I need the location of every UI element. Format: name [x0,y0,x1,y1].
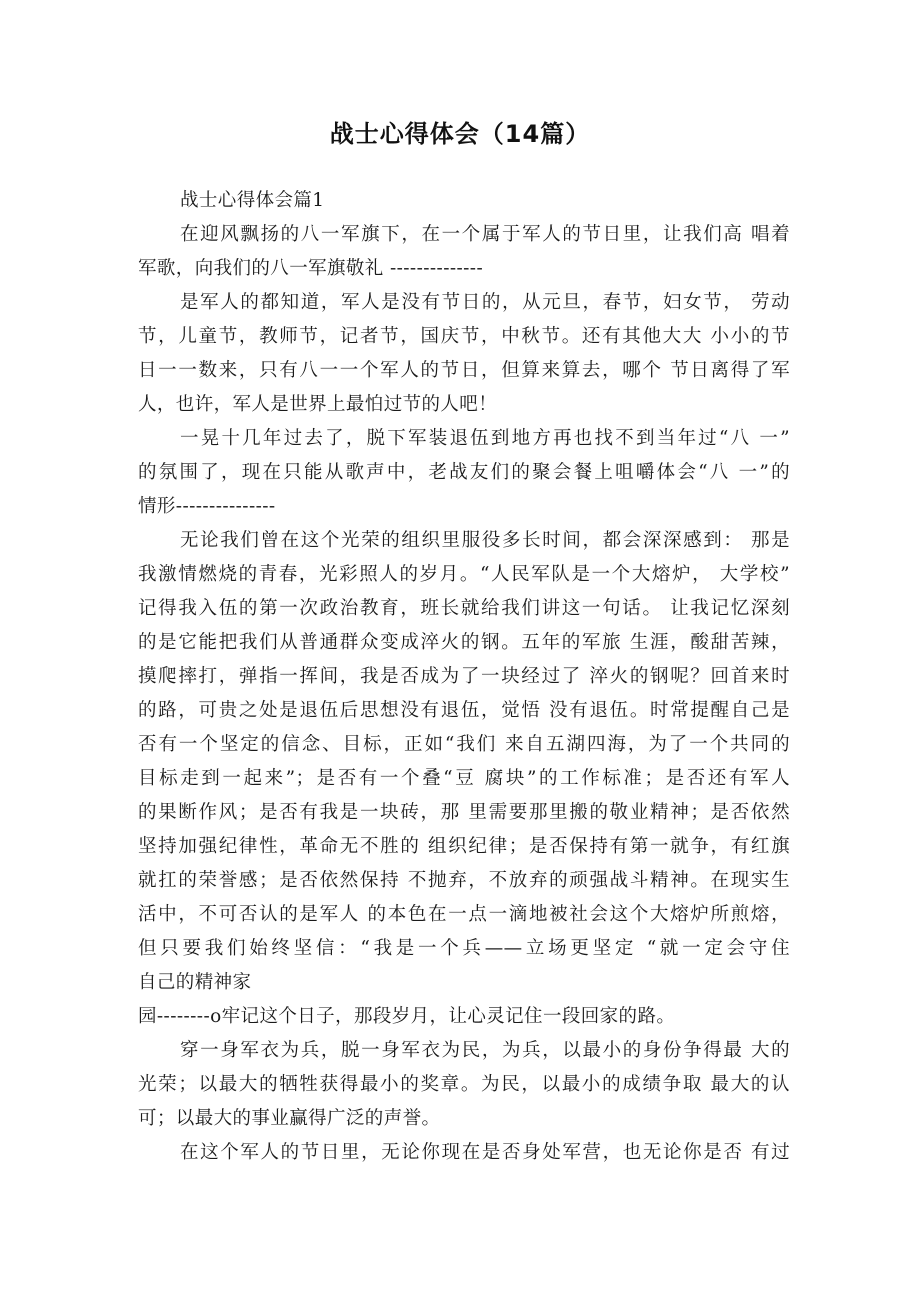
paragraph-line: 可；以最大的事业赢得广泛的声誉。 [138,1108,441,1129]
paragraph-line: 无论我们曾在这个光荣的组织里服役多长时间，都会深深感到： 那是 [180,530,790,551]
paragraph-line: 一晃十几年过去了，脱下军装退伍到地方再也找不到当年过“八 一” [180,428,790,449]
paragraph-line: 是军人的都知道，军人是没有节日的，从元旦，春节，妇女节， 劳动 [180,292,790,313]
paragraph-line: 但只要我们始终坚信：“我是一个兵——立场更坚定 “就一定会守住 [138,938,790,959]
paragraph-line: 的是它能把我们从普通群众变成淬火的钢。五年的军旅 生涯，酸甜苦辣， [138,632,790,653]
paragraph-line: 我激情燃烧的青春，光彩照人的岁月。“人民军队是一个大熔炉， 大学校” [138,564,790,585]
document-title: 战士心得体会（14篇） [329,120,591,148]
paragraph-line: 的路，可贵之处是退伍后思想没有退伍，觉悟 没有退伍。时常提醒自己是 [138,700,790,721]
paragraph-line: 坚持加强纪律性，革命无不胜的 组织纪律；是否保持有第一就争，有红旗 [138,836,790,857]
paragraph-line: 日一一数来，只有八一一个军人的节日，但算来算去，哪个 节日离得了军 [138,360,790,381]
paragraph-line: 战士心得体会篇1 [180,190,325,211]
paragraph-line: 园--------o牢记这个日子，那段岁月，让心灵记住一段回家的路。 [138,1006,676,1027]
paragraph-line: 军歌，向我们的八一军旗敬礼 -------------- [138,258,484,279]
paragraph-line: 在迎风飘扬的八一军旗下，在一个属于军人的节日里，让我们高 唱着 [180,224,790,245]
paragraph-line: 否有一个坚定的信念、目标，正如“我们 来自五湖四海，为了一个共同的 [138,734,790,755]
paragraph-line: 的果断作风；是否有我是一块砖，那 里需要那里搬的敬业精神；是否依然 [138,802,790,823]
paragraph-line: 情形--------------- [138,496,276,517]
document-body [138,184,790,1170]
paragraph-line: 穿一身军衣为兵，脱一身军衣为民，为兵，以最小的身份争得最 大的 [180,1040,790,1061]
paragraph-line: 在这个军人的节日里，无论你现在是否身处军营，也无论你是否 有过 [180,1142,790,1163]
paragraph-line: 的氛围了，现在只能从歌声中，老战友们的聚会餐上咀嚼体会“八 一”的 [138,462,790,483]
paragraph-line: 目标走到一起来”；是否有一个叠“豆 腐块”的工作标准；是否还有军人 [138,768,790,789]
paragraph-line: 光荣；以最大的牺牲获得最小的奖章。为民，以最小的成绩争取 最大的认 [138,1074,790,1095]
paragraph-line: 记得我入伍的第一次政治教育，班长就给我们讲这一句话。 让我记忆深刻 [138,598,790,619]
paragraph-line: 人，也许，军人是世界上最怕过节的人吧！ [138,394,498,415]
paragraph-line: 活中，不可否认的是军人 的本色在一点一滴地被社会这个大熔炉所煎熔， [138,904,790,925]
paragraph-line: 摸爬摔打，弹指一挥间，我是否成为了一块经过了 淬火的钢呢？回首来时 [138,666,790,687]
paragraph-line: 自己的精神家 [138,972,252,993]
paragraph-line: 就扛的荣誉感；是否依然保持 不抛弃，不放弃的顽强战斗精神。在现实生 [138,870,790,891]
paragraph-line: 节，儿童节，教师节，记者节，国庆节，中秋节。还有其他大大 小小的节 [138,326,790,347]
